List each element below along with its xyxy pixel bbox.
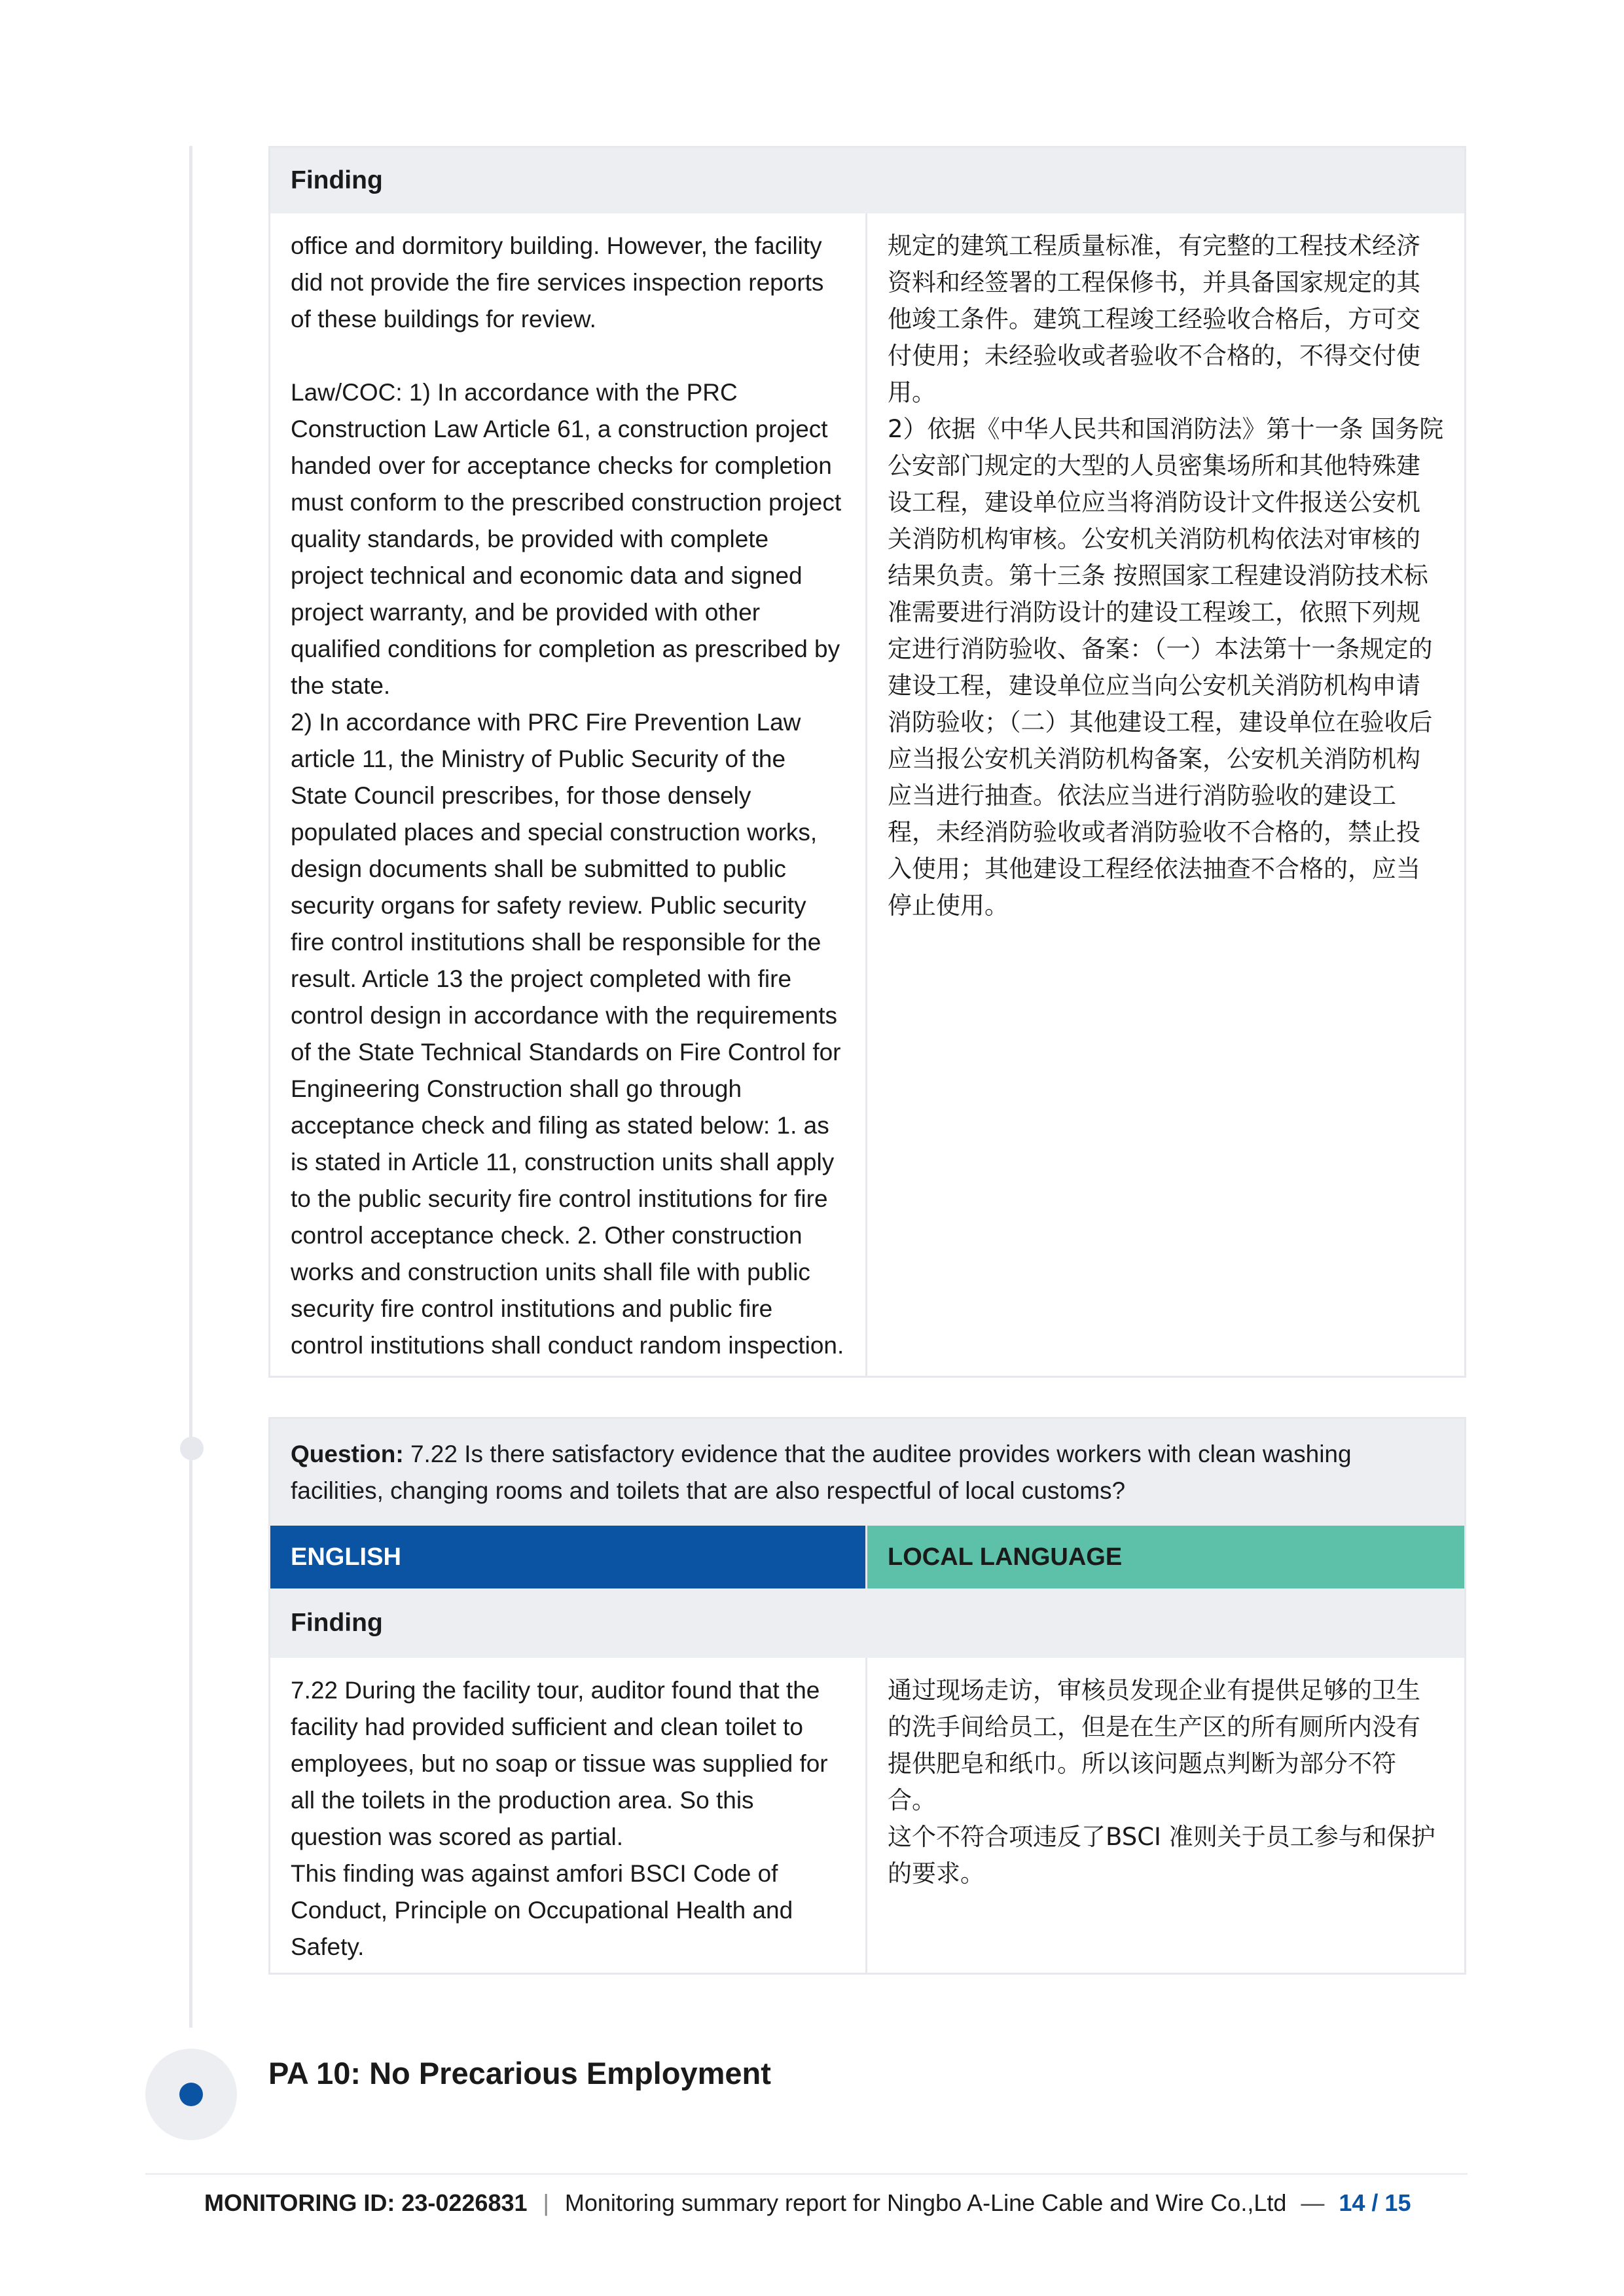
section-marker bbox=[145, 2049, 237, 2140]
monitoring-id: MONITORING ID: 23-0226831 bbox=[204, 2189, 528, 2216]
local-language-column bbox=[867, 1658, 1464, 1973]
english-finding-text: 7.22 During the facility tour, auditor found that the facility had provided sufficient and clean toilet to employees, but no soap or tissue was supplied for all the toilets in the production area. So this question was scored as partial. This finding was against amfori BSCI Code of Conduct, Principle on Occupational Health and Safety. bbox=[291, 1677, 828, 1960]
section-title: PA 10: No Precarious Employment bbox=[268, 2056, 771, 2090]
question-box bbox=[270, 1419, 1464, 1526]
local-finding-text: 通过现场走访，审核员发现企业有提供足够的卫生的洗手间给员工，但是在生产区的所有厕所内没有提供肥皂和纸巾。所以该问题点判断为部分不符合。 这个不符合项违反了BSCI 准则关于员工参与和保护的要求。 bbox=[888, 1676, 1435, 1888]
timeline-dot bbox=[180, 1437, 204, 1460]
footer-divider bbox=[145, 2173, 1468, 2175]
finding-header-label: Finding bbox=[291, 1609, 383, 1637]
english-finding-text: office and dormitory building. However, the facility did not provide the fire services inspection reports of these buildings for review. Law/COC: 1) In accordance with the PRC Construction Law Article 61, a construction project handed over for acceptance checks for completion must conform to the prescribed construction project quality standards, be provided with complete project technical and economic data and signed project warranty, and be provided with other qualified conditions for completion as prescribed by the state. 2) In accordance with PRC Fire Prevention Law article 11, the Ministry of Public Security of the State Council prescribes, for those densely populated places and special construction works, design documents shall be submitted to public security organs for safety review. Public security fire control institutions shall be responsible for the result. Article 13 the project completed with fire control design in accordance with the requirements of the State Technical Standards on Fire Control for Engineering Construction shall go through acceptance check and filing as stated below: 1. as is stated in Article 11, construction units shall apply to the public security fire control institutions for fire control acceptance check. 2. Other construction works and construction units shall file with public security fire control institutions and public fire control institutions shall conduct random inspection. bbox=[291, 232, 844, 1359]
finding-content-row bbox=[270, 1658, 1464, 1973]
local-finding-text: 规定的建筑工程质量标准，有完整的工程技术经济资料和经签署的工程保修书，并具备国家规定的其他竣工条件。建筑工程竣工经验收合格后，方可交付使用；未经验收或者验收不合格的，不得交付使用。 2）依据《中华人民共和国消防法》第十一条 国务院公安部门规定的大型的人员密集场所和其他特殊建设工程，建设单位应当将消防设计文件报送公安机关消防机构审核。公安机关消防机构依法对审核的结果负责。第十三条 按照国家工程建设消防技术标准需要进行消防设计的建设工程竣工，依照下列规定进行消防验收、备案：（一）本法第十一条规定的建设工程，建设单位应当向公安机关消防机构申请消防验收；（二）其他建设工程，建设单位在验收后应当报公安机关消防机构备案，公安机关消防机构应当进行抽查。依法应当进行消防验收的建设工程，未经消防验收或者消防验收不合格的，禁止投入使用；其他建设工程经依法抽查不合格的，应当停止使用。 bbox=[888, 232, 1444, 920]
english-header: ENGLISH bbox=[270, 1526, 867, 1588]
language-header-bar bbox=[270, 1526, 1464, 1588]
finding-header-label: Finding bbox=[291, 166, 383, 194]
finding-block-continued bbox=[268, 146, 1466, 1378]
finding-content-row bbox=[270, 213, 1464, 1376]
finding-header bbox=[270, 1588, 1464, 1658]
finding-header bbox=[270, 148, 1464, 213]
footer-dash: — bbox=[1301, 2189, 1325, 2216]
page-footer bbox=[204, 2189, 1468, 2217]
section-marker-dot bbox=[179, 2083, 203, 2106]
local-language-header: LOCAL LANGUAGE bbox=[867, 1526, 1464, 1588]
footer-separator: | bbox=[543, 2189, 549, 2216]
english-column bbox=[270, 213, 867, 1376]
question-text: 7.22 Is there satisfactory evidence that the auditee provides workers with clean washing facilities, changing rooms and toilets that are also respectful of local customs? bbox=[291, 1441, 1352, 1504]
local-language-column bbox=[867, 213, 1464, 1376]
report-title: Monitoring summary report for Ningbo A-Line Cable and Wire Co.,Ltd bbox=[564, 2189, 1287, 2216]
question-label: Question: bbox=[291, 1441, 404, 1467]
timeline-line bbox=[189, 146, 192, 2028]
page-number: 14 / 15 bbox=[1339, 2189, 1411, 2216]
question-block-7-22 bbox=[268, 1417, 1466, 1975]
english-column bbox=[270, 1658, 867, 1973]
